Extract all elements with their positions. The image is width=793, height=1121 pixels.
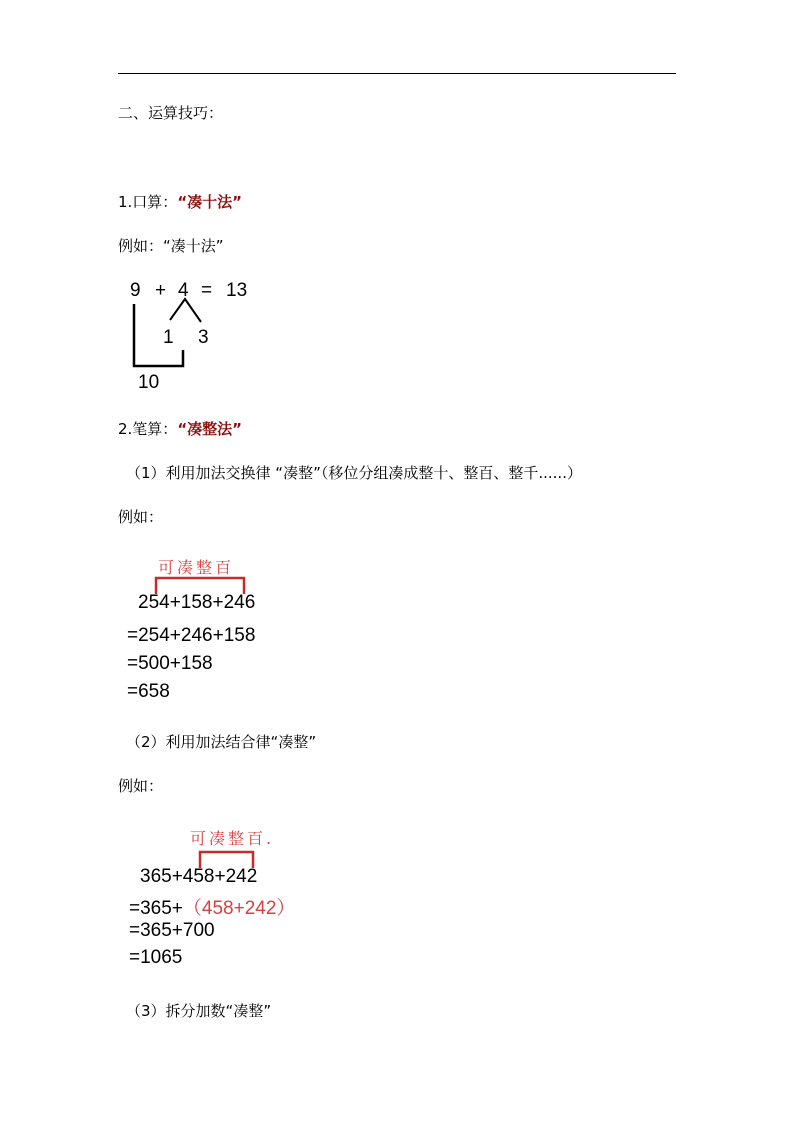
diagram1-split-right: 3 bbox=[198, 327, 209, 348]
item2-method: “凑整法” bbox=[177, 420, 243, 438]
example-label-3: 例如： bbox=[118, 777, 164, 795]
example2-line: =658 bbox=[127, 681, 170, 702]
diagram1-plus: + bbox=[155, 280, 167, 301]
example2-line: 254+158+246 bbox=[138, 592, 256, 613]
example2-annotation: 可凑整百 bbox=[158, 558, 235, 577]
sub3-text: （3）拆分加数“凑整” bbox=[126, 1002, 272, 1020]
sub1-text: （1）利用加法交换律 “凑整”（移位分组凑成整十、整百、整千......） bbox=[126, 464, 582, 482]
item1-prefix: 1.口算： bbox=[118, 193, 178, 211]
example3-line3: =365+700 bbox=[129, 920, 215, 941]
diagram1-b: 4 bbox=[178, 280, 189, 301]
diagram1-result: 13 bbox=[226, 280, 248, 301]
example3-bracket bbox=[200, 852, 253, 868]
sub2-text: （2）利用加法结合律“凑整” bbox=[126, 733, 317, 751]
example2-line: =254+246+158 bbox=[127, 625, 256, 646]
diagram1-split-left: 1 bbox=[163, 327, 174, 348]
section-title: 二、运算技巧： bbox=[118, 104, 224, 122]
example3-line4: =1065 bbox=[129, 947, 183, 968]
example3-line2-group: （458+242） bbox=[182, 898, 296, 919]
example3-line2-prefix: =365+ bbox=[129, 898, 183, 919]
diagram1-ten: 10 bbox=[138, 372, 160, 393]
example2-bracket bbox=[156, 578, 244, 594]
diagram1-a: 9 bbox=[130, 280, 141, 301]
example2-line: =500+158 bbox=[127, 653, 213, 674]
item1-method: “凑十法” bbox=[177, 193, 243, 211]
example-label-2: 例如： bbox=[118, 508, 164, 526]
item2-prefix: 2.笔算： bbox=[118, 420, 178, 438]
example3-annotation: 可凑整百. bbox=[190, 829, 275, 848]
example3-line1: 365+458+242 bbox=[140, 866, 258, 887]
diagram1-eq: = bbox=[201, 280, 213, 301]
example-label-1: 例如：“凑十法” bbox=[118, 237, 224, 255]
diagram1-split-branch bbox=[170, 299, 201, 322]
